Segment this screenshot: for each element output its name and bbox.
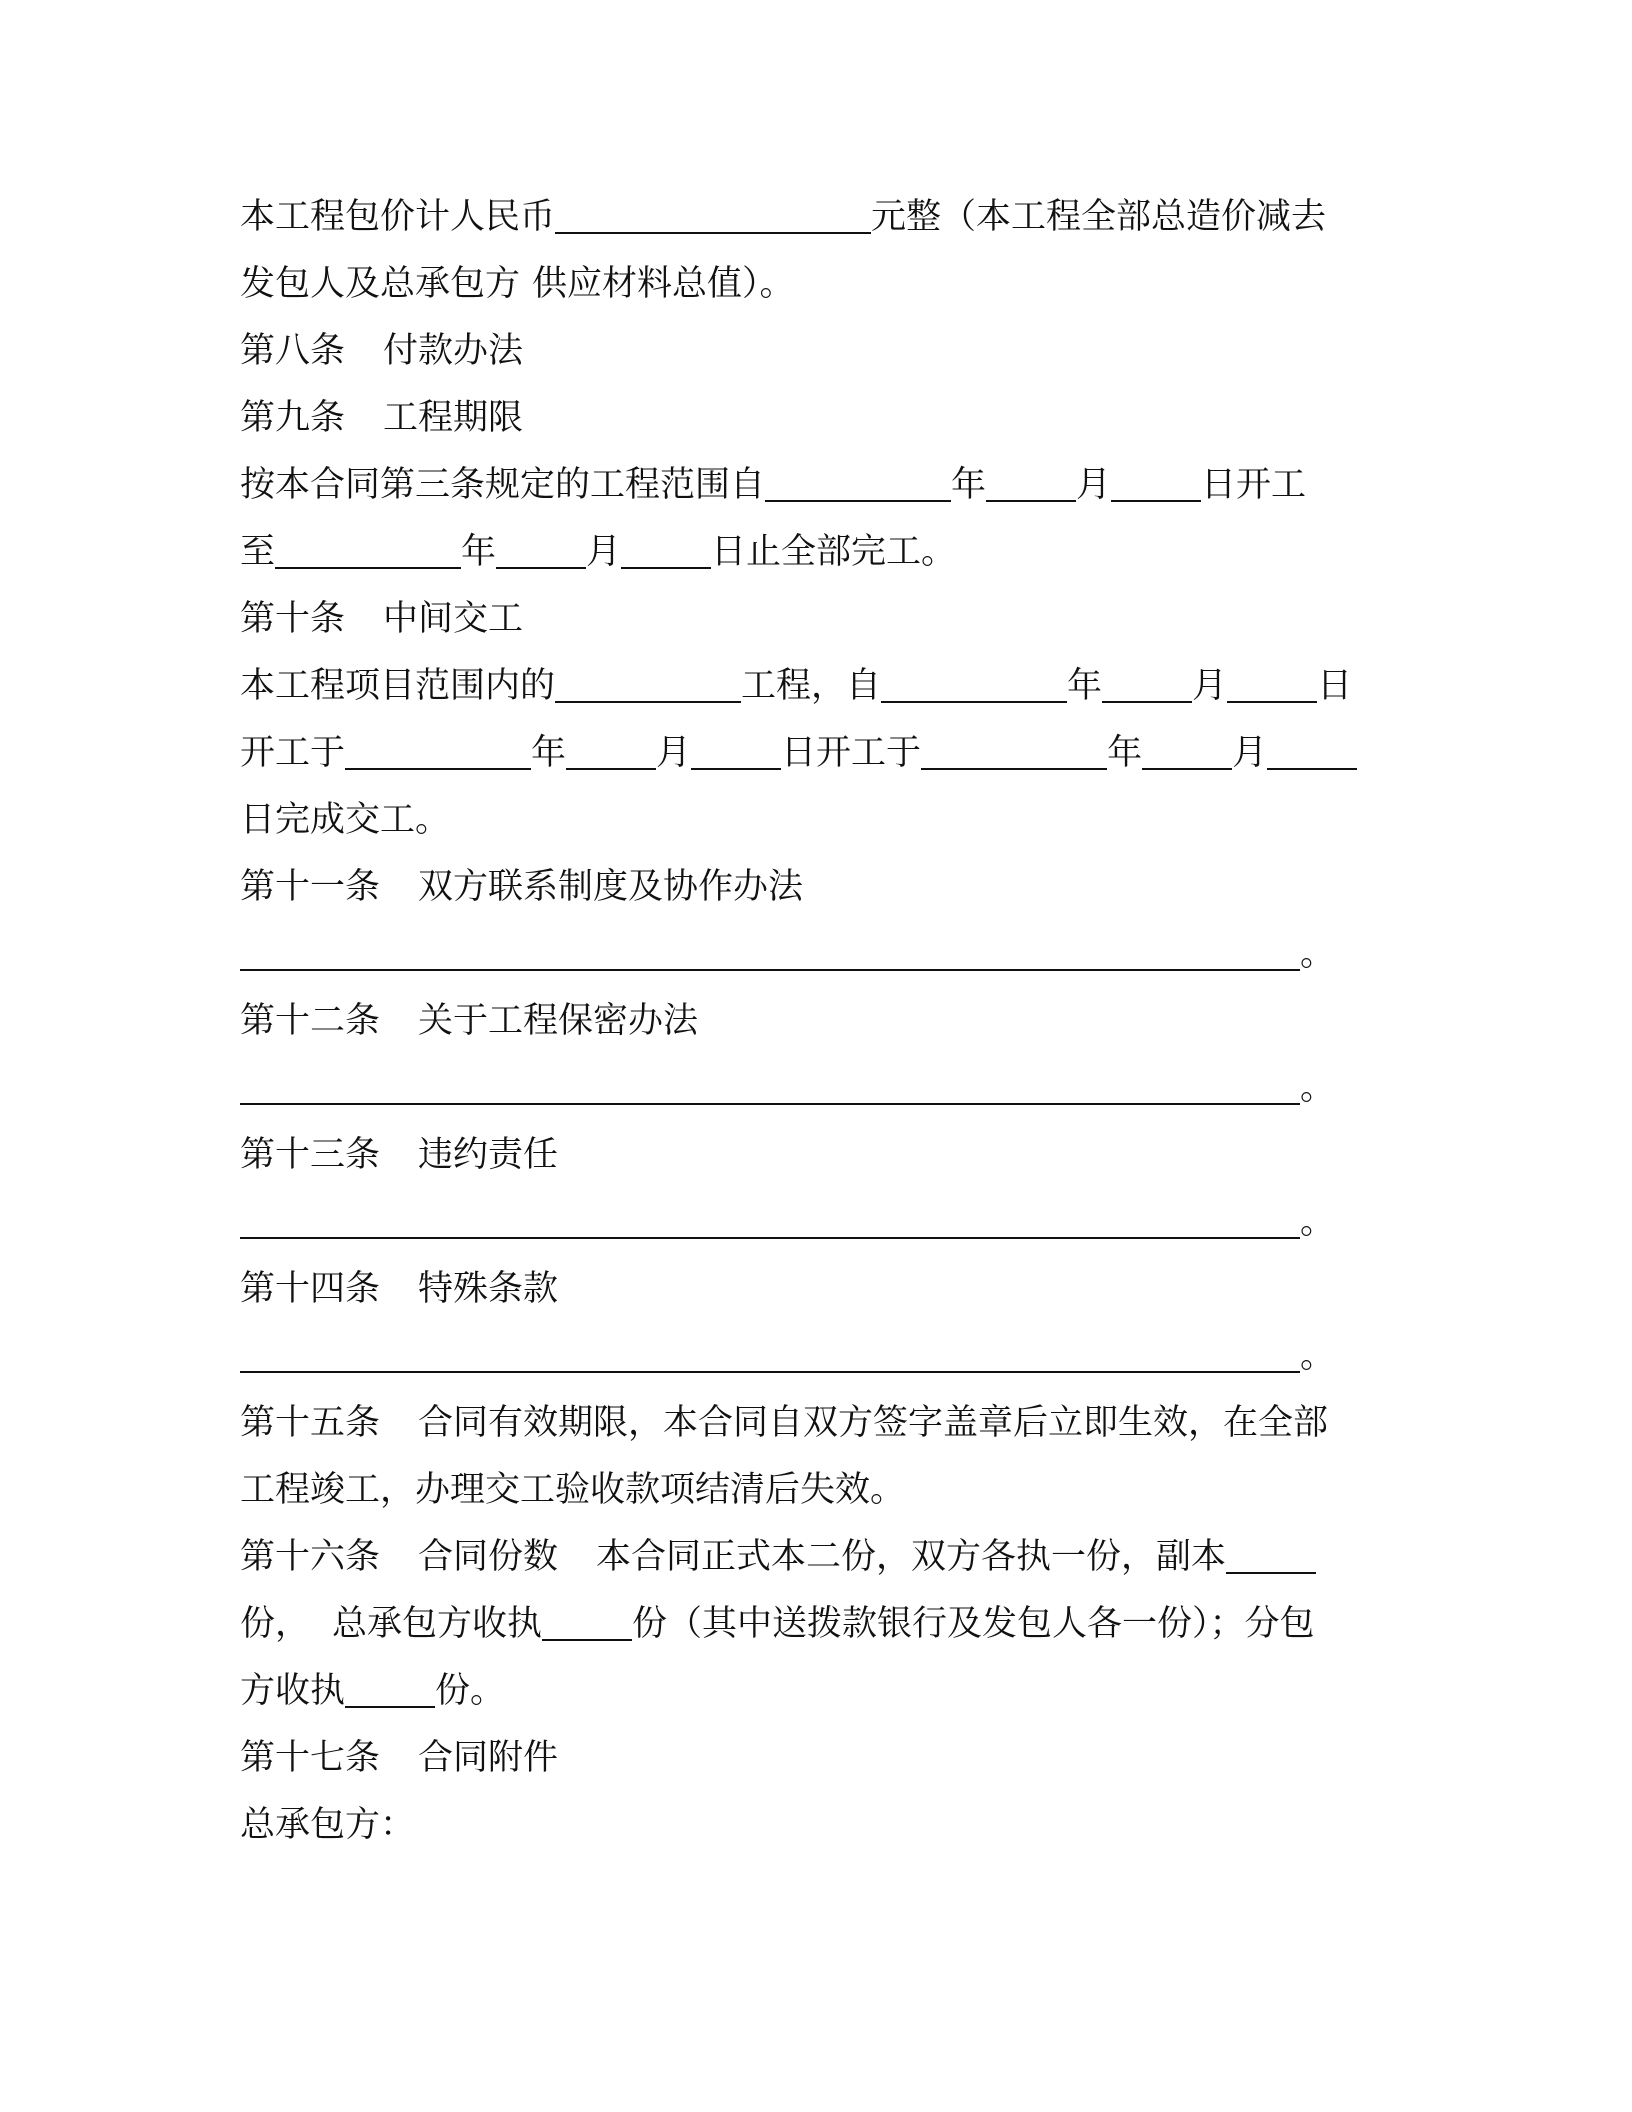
mid2-month-label: 月: [656, 733, 692, 773]
article-10-title: 中间交工: [383, 599, 524, 639]
mid3-day-blank: [1267, 724, 1357, 770]
start-month-blank: [986, 456, 1076, 502]
mid3-month-label: 月: [1232, 733, 1268, 773]
article-12-fill-line: [240, 1055, 1400, 1122]
article-16-line-2: [240, 1591, 1400, 1658]
project-blank: [555, 657, 741, 703]
article-13-title: 违约责任: [418, 1135, 559, 1175]
article-9-heading: [240, 385, 1400, 452]
article-15-text-1: 合同有效期限，本合同自双方签字盖章后立即生效，在全部: [418, 1403, 1329, 1443]
mid3-year-blank: [921, 724, 1107, 770]
article-12-heading: [240, 988, 1400, 1055]
article-13-end: 。: [1300, 1202, 1336, 1242]
article-15-line-2: [240, 1457, 1400, 1524]
general-contractor-label: 总承包方：: [240, 1805, 416, 1845]
article-13-number: 第十三条: [240, 1135, 381, 1175]
article-13-heading: [240, 1122, 1400, 1189]
contractor-copies-blank: [542, 1595, 632, 1641]
article-14-blank: [240, 1327, 1300, 1373]
article-16-text-1: 本合同正式本二份，双方各执一份，副本: [596, 1537, 1227, 1577]
mid2-year-blank: [345, 724, 531, 770]
article-9-end-line: [240, 519, 1400, 586]
start-day-label: 日开工: [1201, 465, 1307, 505]
mid2-year-label: 年: [531, 733, 567, 773]
start-year-blank: [765, 456, 951, 502]
article-14-title: 特殊条款: [418, 1269, 559, 1309]
article-10-l3-text: 日完成交工。: [240, 800, 451, 840]
article-14-number: 第十四条: [240, 1269, 381, 1309]
article-14-heading: [240, 1256, 1400, 1323]
article-9-start-text: 按本合同第三条规定的工程范围自: [240, 465, 766, 505]
mid2-day-label: 日开工于: [781, 733, 922, 773]
subcontractor-copies-blank: [345, 1662, 435, 1708]
mid-day-label: 日: [1317, 666, 1353, 706]
article-16-line-1: [240, 1524, 1400, 1591]
mid2-month-blank: [566, 724, 656, 770]
article-9-title: 工程期限: [383, 398, 524, 438]
price-line-2: [240, 251, 1400, 318]
price-blank: [555, 188, 871, 234]
copies-blank: [1226, 1528, 1316, 1574]
article-10-line-1: [240, 653, 1400, 720]
article-8-title: 付款办法: [383, 331, 524, 371]
article-13-blank: [240, 1193, 1300, 1239]
end-month-blank: [496, 523, 586, 569]
price-label: 本工程包价计人民币: [240, 197, 556, 237]
article-14-end: 。: [1300, 1336, 1336, 1376]
article-16-l3b: 份。: [435, 1671, 506, 1711]
article-10-l1-mid: 工程，自: [741, 666, 882, 706]
start-day-blank: [1111, 456, 1201, 502]
signature-line: [240, 1792, 1400, 1859]
start-year-label: 年: [951, 465, 987, 505]
mid2-day-blank: [691, 724, 781, 770]
article-16-line-3: [240, 1658, 1400, 1725]
article-11-number: 第十一条: [240, 867, 381, 907]
article-17-number: 第十七条: [240, 1738, 381, 1778]
article-12-title: 关于工程保密办法: [418, 1001, 699, 1041]
mid3-month-blank: [1142, 724, 1232, 770]
article-10-l2-text: 开工于: [240, 733, 346, 773]
article-11-end: 。: [1300, 934, 1336, 974]
article-12-number: 第十二条: [240, 1001, 381, 1041]
article-12-blank: [240, 1059, 1300, 1105]
article-10-line-3: [240, 787, 1400, 854]
article-11-fill-line: [240, 921, 1400, 988]
article-10-number: 第十条: [240, 599, 346, 639]
end-day-label: 日止全部完工。: [711, 532, 957, 572]
article-16-l2c: 份（其中送拨款银行及发包人各一份）；分包: [632, 1604, 1315, 1644]
mid3-year-label: 年: [1107, 733, 1143, 773]
contract-body: [240, 184, 1400, 1859]
end-year-label: 年: [461, 532, 497, 572]
article-10-heading: [240, 586, 1400, 653]
article-16-l2b: 总承包方收执: [332, 1604, 543, 1644]
article-13-fill-line: [240, 1189, 1400, 1256]
price-line-2-b: 供应材料总值）。: [532, 264, 795, 304]
article-16-title: 合同份数: [418, 1537, 559, 1577]
article-10-line-2: [240, 720, 1400, 787]
article-16-l2a: 份，: [240, 1604, 311, 1644]
article-17-title: 合同附件: [418, 1738, 559, 1778]
article-12-end: 。: [1300, 1068, 1336, 1108]
end-day-blank: [621, 523, 711, 569]
article-10-l1-text: 本工程项目范围内的: [240, 666, 556, 706]
price-suffix: 元整（本工程全部总造价减去: [871, 197, 1327, 237]
price-line: [240, 184, 1400, 251]
article-17-heading: [240, 1725, 1400, 1792]
article-11-blank: [240, 925, 1300, 971]
article-8-number: 第八条: [240, 331, 346, 371]
mid-year-blank: [881, 657, 1067, 703]
article-9-number: 第九条: [240, 398, 346, 438]
article-11-title: 双方联系制度及协作办法: [418, 867, 804, 907]
article-14-fill-line: [240, 1323, 1400, 1390]
article-8-heading: [240, 318, 1400, 385]
mid-month-blank: [1102, 657, 1192, 703]
article-15-text-2: 工程竣工，办理交工验收款项结清后失效。: [240, 1470, 906, 1510]
mid-month-label: 月: [1192, 666, 1228, 706]
article-16-number: 第十六条: [240, 1537, 381, 1577]
article-9-start-line: [240, 452, 1400, 519]
mid-day-blank: [1227, 657, 1317, 703]
article-9-end-text: 至: [240, 532, 276, 572]
article-15-line-1: [240, 1390, 1400, 1457]
article-16-l3a: 方收执: [240, 1671, 346, 1711]
start-month-label: 月: [1076, 465, 1112, 505]
mid-year-label: 年: [1067, 666, 1103, 706]
article-11-heading: [240, 854, 1400, 921]
price-line-2-a: 发包人及总承包方: [240, 264, 521, 304]
end-month-label: 月: [586, 532, 622, 572]
end-year-blank: [275, 523, 461, 569]
article-15-number: 第十五条: [240, 1403, 381, 1443]
